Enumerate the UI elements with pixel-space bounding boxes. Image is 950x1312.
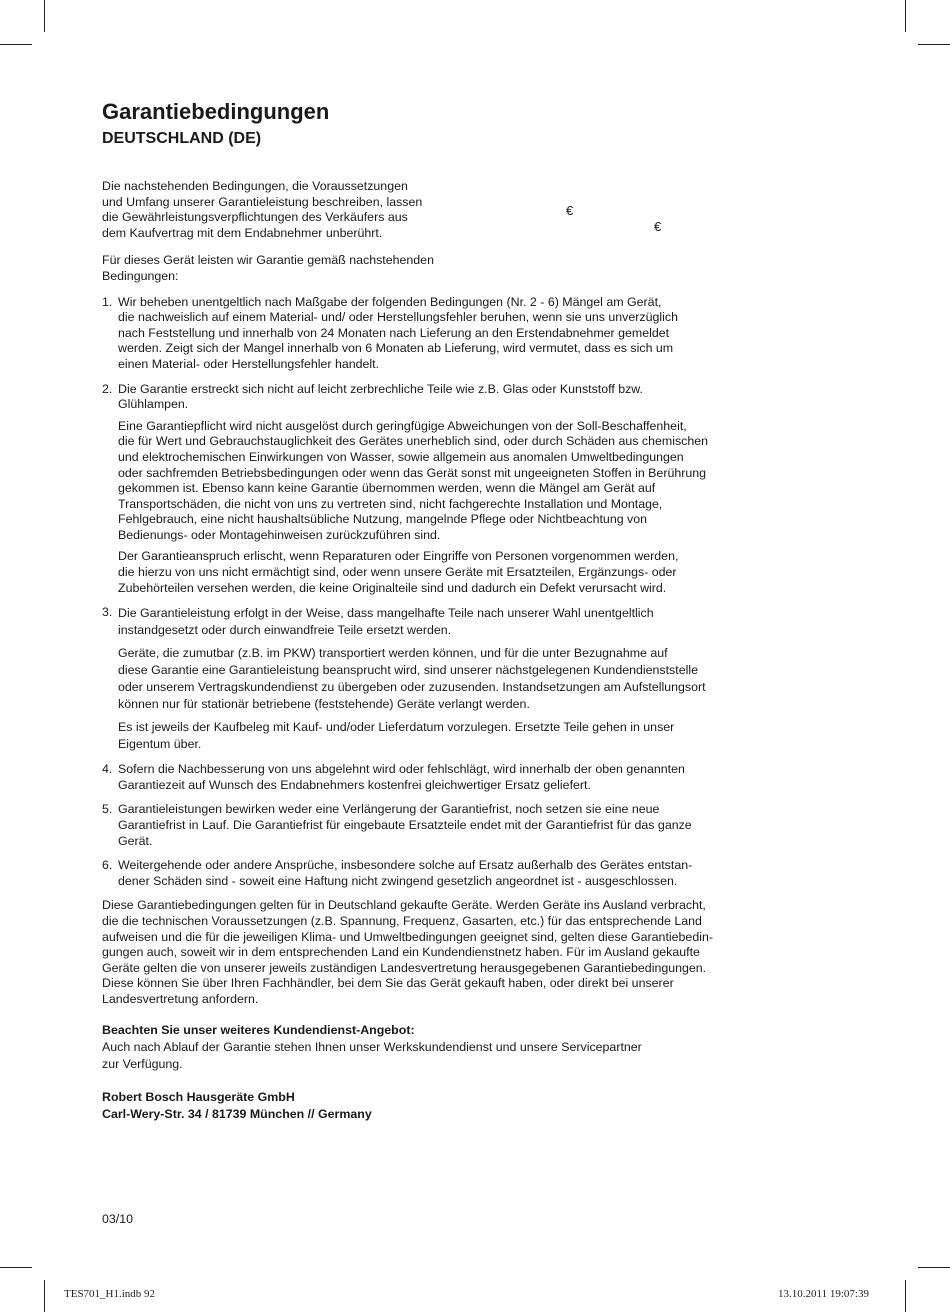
item-number: 5. (102, 802, 113, 817)
document-code: 03/10 (102, 1212, 134, 1226)
crop-mark-bottom-right-vertical (905, 1280, 906, 1312)
text-line: Fehlgebrauch, eine nicht haushaltsübliche Nutzung, mangelnde Pflege oder Nichtbeachtung von (118, 512, 648, 527)
text-line: oder sachfremden Betriebsbedingungen oder wenn das Gerät sonst mit ungeeigneten Stoffen in Berührung (118, 465, 707, 480)
text-line: und Umfang unserer Garantieleistung beschreiben, lassen (102, 194, 423, 209)
text-line: die hierzu von uns nicht ermächtigt sind, oder wenn unsere Geräte mit Ersatzteilen, Ergänzungs- oder (118, 565, 677, 580)
text-line: Auch nach Ablauf der Garantie stehen Ihnen unser Werkskundendienst und unsere Servicepartner (102, 1039, 642, 1054)
text-line: Landesvertretung anfordern. (102, 991, 259, 1006)
text-line: Zubehörteilen versehen werden, die keine Originalteile sind und dadurch ein Defekt verursacht wird. (118, 580, 667, 595)
item-paragraph (118, 645, 822, 713)
item-paragraph (118, 295, 822, 373)
text-line: dener Schäden sind - soweit eine Haftung nicht zwingend gesetzlich angeordnet ist - ausgeschlossen. (118, 873, 678, 888)
text-line: einen Material- oder Herstellungsfehler handelt. (118, 356, 380, 371)
condition-item-1 (102, 295, 822, 373)
euro-symbol: € (654, 219, 662, 234)
item-paragraph (118, 719, 822, 753)
text-line: gekommen ist. Ebenso kann keine Garantie übernommen werden, wenn die Mängel am Gerät auf (118, 481, 656, 496)
condition-item-5 (102, 802, 822, 849)
print-slug-file: TES701_H1.indb 92 (64, 1288, 156, 1300)
text-line: Geräte, die zumutbar (z.B. im PKW) transportiert werden können, und für die unter Bezugnahme auf (118, 646, 668, 661)
text-line: werden. Zeigt sich der Mangel innerhalb von 6 Monaten ab Lieferung, wird vermutet, dass es sich um (118, 341, 674, 356)
text-line: Sofern die Nachbesserung von uns abgelehnt wird oder fehlschlägt, wird innerhalb der oben genannten (118, 762, 685, 777)
item-paragraph (118, 549, 822, 596)
item-paragraph (118, 382, 822, 413)
text-line: Glühlampen. (118, 397, 189, 412)
company-address (102, 1089, 822, 1123)
text-line: Weitergehende oder andere Ansprüche, insbesondere solche auf Ersatz außerhalb des Gerätes entstan- (118, 858, 693, 873)
crop-mark-top-left-vertical (44, 0, 45, 32)
text-line: Garantiefrist in Lauf. Die Garantiefrist für eingebaute Ersatzteile endet mit der Garantiefrist für das ganze (118, 818, 692, 833)
conditions-list (102, 295, 822, 890)
text-line: Der Garantieanspruch erlischt, wenn Reparaturen oder Eingriffe von Personen vorgenommen werden, (118, 549, 679, 564)
item-number: 2. (102, 381, 113, 396)
text-line: Eine Garantiepflicht wird nicht ausgelöst durch geringfügige Abweichungen von der Soll-Beschaffenheit, (118, 418, 687, 433)
text-line: Diese Garantiebedingungen gelten für in Deutschland gekaufte Geräte. Werden Geräte ins Ausland verbracht, (102, 898, 706, 913)
text-line: Die nachstehenden Bedingungen, die Voraussetzungen (102, 179, 408, 193)
crop-mark-bottom-right-horizontal (918, 1267, 950, 1268)
page-subtitle: DEUTSCHLAND (DE) (102, 130, 262, 147)
condition-item-3 (102, 605, 822, 753)
text-line: können nur für stationär betriebene (feststehende) Geräte verlangt werden. (118, 697, 530, 712)
text-line: gungen auch, soweit wir in dem entsprechenden Land ein Kundendienstnetz haben. Für im Ausland gekaufte (102, 945, 700, 960)
condition-item-6 (102, 858, 822, 889)
text-line: Garantiezeit auf Wunsch des Endabnehmers kostenfrei gleichwertiger Ersatz geliefert. (118, 777, 591, 792)
text-line: Transportschäden, die nicht von uns zu vertreten sind, nicht fachgerechte Installation und Montage, (118, 496, 663, 511)
condition-item-2 (102, 382, 822, 597)
item-number: 1. (102, 294, 113, 309)
text-line: die die technischen Voraussetzungen (z.B. Spannung, Frequenz, Gasarten, etc.) für das entsprechende Land (102, 914, 702, 928)
text-line: Bedingungen: (102, 268, 179, 283)
intro-paragraph-2 (102, 253, 502, 284)
item-paragraph (118, 605, 822, 639)
intro-paragraph (102, 179, 492, 241)
text-line: Geräte gelten die von unserer jeweils zuständigen Landesvertretung herausgegebenen Garantiebedingungen. (102, 960, 707, 975)
text-line: die für Wert und Gebrauchstauglichkeit des Gerätes unerheblich sind, oder durch Schäden aus chemischen (118, 434, 709, 449)
condition-item-4 (102, 762, 822, 793)
text-line: Diese können Sie über Ihren Fachhändler, bei dem Sie das Gerät gekauft haben, oder direkt bei unserer (102, 976, 674, 991)
text-line: aufweisen und die für die jeweiligen Klima- und Umweltbedingungen geeignet sind, gelten diese Garantiebedin- (102, 929, 713, 944)
company-street: Carl-Wery-Str. 34 / 81739 München // Germany (102, 1106, 372, 1121)
crop-mark-top-right-horizontal (918, 44, 950, 45)
text-line: Die Garantie erstreckt sich nicht auf leicht zerbrechliche Teile wie z.B. Glas oder Kunststoff bzw. (118, 381, 644, 396)
text-line: nach Feststellung und innerhalb von 24 Monaten nach Lieferung an den Erstendabnehmer gemeldet (118, 325, 670, 340)
text-line: und elektrochemischen Einwirkungen von Wasser, sowie allgemein aus anomalen Umweltbedingungen (118, 449, 684, 464)
text-line: Wir beheben unentgeltlich nach Maßgabe der folgenden Bedingungen (Nr. 2 - 6) Mängel am Gerät, (118, 294, 662, 309)
crop-mark-top-right-vertical (905, 0, 906, 32)
item-number: 4. (102, 762, 113, 777)
warranty-document (102, 98, 822, 1123)
text-line: Für dieses Gerät leisten wir Garantie gemäß nachstehenden (102, 253, 434, 268)
text-line: Bedienungs- oder Montagehinweisen zurückzuführen sind. (118, 527, 441, 542)
text-line: Die Garantieleistung erfolgt in der Weise, dass mangelhafte Teile nach unserer Wahl unentgeltlich (118, 606, 654, 621)
item-number: 3. (102, 605, 113, 620)
text-line: diese Garantie eine Garantieleistung beansprucht wird, sind unserer nächstgelegenen Kundendienststelle (118, 663, 698, 678)
item-paragraph (118, 762, 822, 793)
service-notice-heading: Beachten Sie unser weiteres Kundendienst-Angebot: (102, 1022, 415, 1037)
text-line: Eigentum über. (118, 737, 202, 752)
text-line: instandgesetzt oder durch einwandfreie Teile ersetzt werden. (118, 623, 452, 638)
crop-mark-bottom-left-vertical (44, 1280, 45, 1312)
item-number: 6. (102, 858, 113, 873)
crop-mark-top-left-horizontal (0, 44, 32, 45)
page-title: Garantiebedingungen (102, 99, 330, 124)
crop-mark-bottom-left-horizontal (0, 1267, 32, 1268)
text-line: Gerät. (118, 833, 153, 848)
text-line: dem Kaufvertrag mit dem Endabnehmer unberührt. (102, 225, 383, 240)
company-name: Robert Bosch Hausgeräte GmbH (102, 1089, 295, 1104)
print-slug-timestamp: 13.10.2011 19:07:39 (778, 1288, 869, 1300)
item-paragraph (118, 419, 822, 544)
text-line: oder unserem Vertragskundendienst zu übergeben oder zuzusenden. Instandsetzungen am Aufstellungsort (118, 680, 706, 695)
closing-paragraph (102, 898, 822, 1007)
service-notice (102, 1022, 822, 1073)
text-line: Garantieleistungen bewirken weder eine Verlängerung der Garantiefrist, noch setzen sie eine neue (118, 802, 660, 817)
euro-symbol: € (566, 203, 574, 218)
text-line: die nachweislich auf einem Material- und/ oder Herstellungsfehler beruhen, wenn sie uns unverzüglich (118, 310, 678, 325)
item-paragraph (118, 802, 822, 849)
item-paragraph (118, 858, 822, 889)
text-line: die Gewährleistungsverpflichtungen des Verkäufers aus (102, 210, 408, 225)
text-line: zur Verfügung. (102, 1056, 183, 1071)
text-line: Es ist jeweils der Kaufbeleg mit Kauf- und/oder Lieferdatum vorzulegen. Ersetzte Teile gehen in unser (118, 720, 675, 735)
